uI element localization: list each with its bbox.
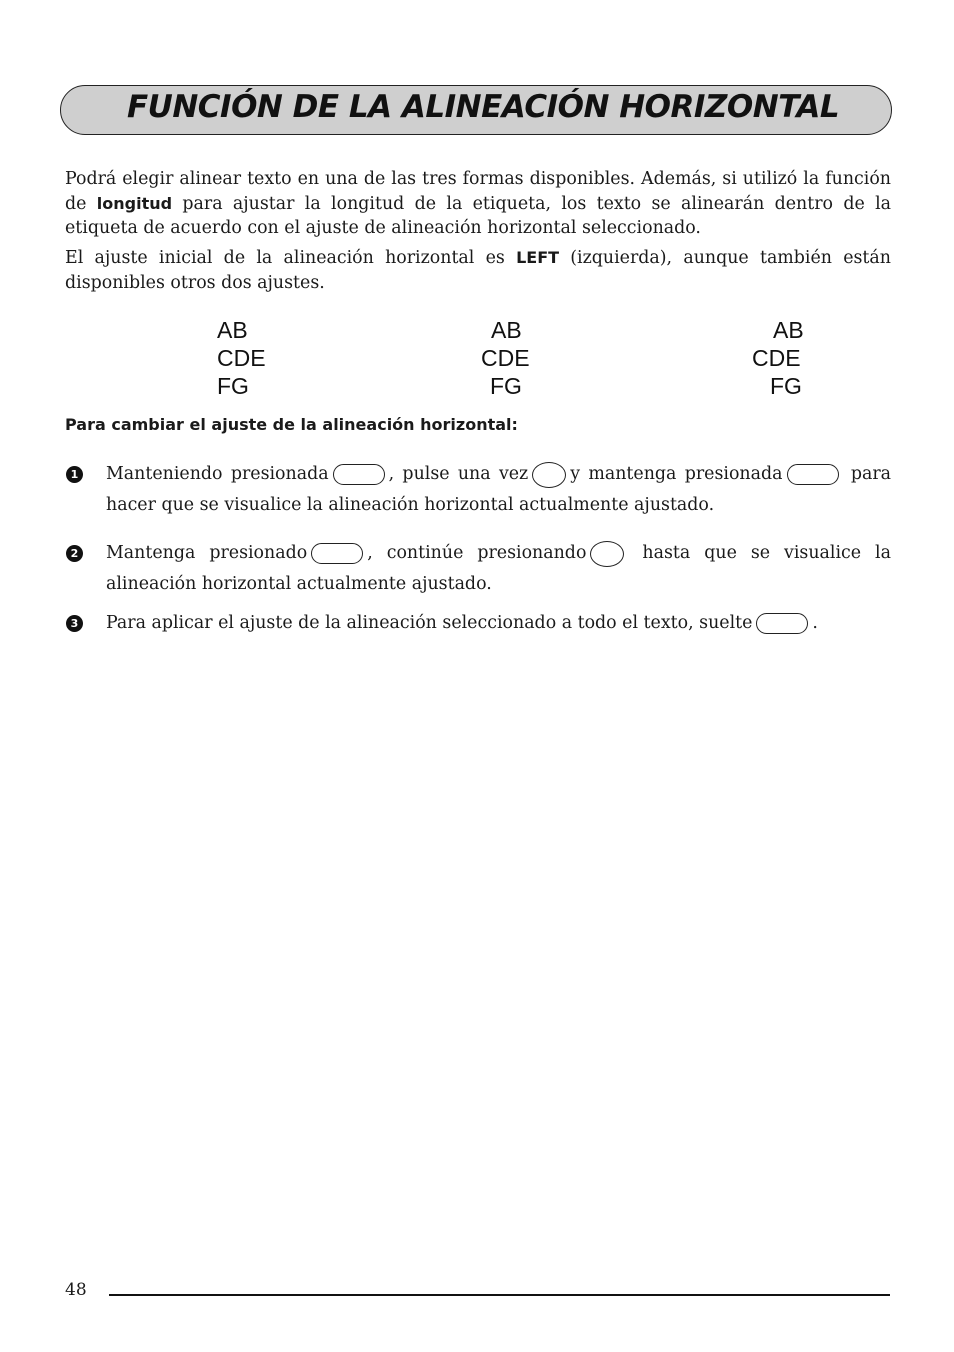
step-number-badge: 1 — [66, 466, 83, 483]
intro-text: para ajustar la longitud de la etiqueta, los texto se alinearán dentro de la etiqueta de acuerdo con el ajuste de alineación horizontal seleccionado. — [65, 193, 892, 238]
step-text-segment: Para aplicar el ajuste de la alineación seleccionado a todo el texto, suelte — [106, 613, 753, 633]
intro-bold-term: longitud — [96, 193, 173, 213]
page-title: FUNCIÓN DE LA ALINEACIÓN HORIZONTAL — [127, 89, 840, 125]
sample-left-line: CDE — [217, 345, 266, 371]
key-button-icon — [787, 464, 839, 485]
intro-text: Podrá elegir alinear texto en una de las tres formas disponibles. Además, si utilizó la función de — [65, 169, 891, 214]
key-button-icon — [532, 462, 566, 488]
step-1-text — [106, 459, 891, 521]
sample-center-line: FG — [490, 373, 522, 399]
step-number-badge: 2 — [66, 545, 83, 562]
intro-text: (izquierda), aunque también están disponibles otros dos ajustes. — [65, 248, 891, 293]
key-button-icon — [311, 543, 363, 564]
step-text-segment: y mantenga presionada — [570, 464, 783, 484]
intro-paragraph-2 — [65, 246, 891, 295]
sample-center-line: CDE — [481, 345, 530, 371]
step-number-badge: 3 — [66, 615, 83, 632]
intro-bold-term: LEFT — [516, 248, 560, 267]
step-text-segment: Manteniendo presionada — [106, 464, 329, 484]
step-3-text — [106, 608, 891, 639]
step-text-segment: hasta que se visualice la alineación horizontal actualmente ajustado. — [106, 543, 891, 594]
step-2-text — [106, 538, 891, 600]
title-banner — [60, 85, 892, 135]
key-button-icon — [590, 541, 624, 567]
step-text-segment: . — [812, 613, 818, 633]
sample-right-line: CDE — [752, 345, 801, 371]
page-number: 48 — [65, 1280, 87, 1300]
step-text-segment: para hacer que se visualice la alineación horizontal actualmente ajustado. — [106, 464, 892, 515]
key-button-icon — [756, 613, 808, 634]
intro-text: El ajuste inicial de la alineación horizontal es — [65, 248, 517, 268]
step-text-segment: , pulse una vez — [388, 464, 529, 484]
key-button-icon — [333, 464, 385, 485]
step-text-segment: Mantenga presionado — [106, 543, 308, 563]
sample-left-line: FG — [217, 373, 249, 399]
sample-center-line: AB — [491, 317, 522, 343]
intro-paragraph-1 — [65, 167, 891, 241]
sample-right-line: AB — [773, 317, 804, 343]
sample-left-line: AB — [217, 317, 248, 343]
footer-divider — [109, 1294, 890, 1296]
procedure-heading: Para cambiar el ajuste de la alineación horizontal: — [65, 415, 518, 434]
step-text-segment: , continúe presionando — [367, 543, 587, 563]
sample-right-line: FG — [770, 373, 802, 399]
